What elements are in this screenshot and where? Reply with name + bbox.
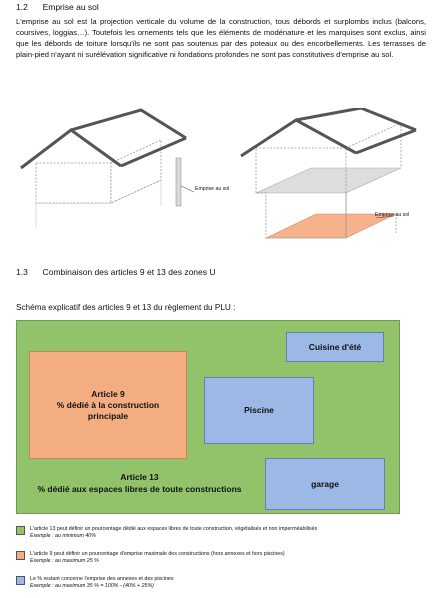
box-cuisine-ete xyxy=(286,332,384,362)
article13-line1: Article 13 xyxy=(120,472,159,482)
legend-text xyxy=(30,526,420,540)
legend-swatch-blue xyxy=(16,576,25,585)
section-number: 1.3 xyxy=(16,267,28,277)
cuisine-label: Cuisine d'été xyxy=(308,341,362,352)
article9-line1: Article 9 xyxy=(91,388,125,399)
plot-schema xyxy=(16,320,400,514)
house-diagrams-svg xyxy=(16,108,426,258)
box-article-9 xyxy=(29,351,187,459)
section-heading-1-2 xyxy=(16,2,99,12)
legend-text xyxy=(30,551,420,565)
article13-text xyxy=(17,471,262,495)
house-illustrations xyxy=(16,108,426,258)
legend-desc: L'article 9 peut définir un pourcentage d'emprise maximale des constructions (hors annexes et hors piscines) xyxy=(30,551,285,557)
legend-example: Exemple : au maximum 25 % xyxy=(30,558,99,564)
legend-desc: L'article 13 peut définir un pourcentage dédié aux espaces libres de toute construction, végétalisés et non imperméabilisés xyxy=(30,526,318,532)
schema-title: Schéma explicatif des articles 9 et 13 du règlement du PLU : xyxy=(16,303,236,312)
house-left xyxy=(21,110,194,228)
legend-swatch-green xyxy=(16,526,25,535)
house-right xyxy=(241,108,416,238)
legend-example: Exemple : au maximum 35 % = 100% - (40% + 25%) xyxy=(30,583,154,589)
definition-paragraph: L'emprise au sol est la projection verticale du volume de la construction, tous débords et surplombs inclus (balcons, coursives, loggias…). Toutefois les ornements tels que les éléments de modénature et les marquises sont exclus, ainsi que les débords de toiture lorsqu'ils ne sont pas soutenus par des poteaux ou des encorbellements. Les terrasses de plain-pied n'ayant ni surélévation significative ni fondations profondes ne sont pas constitutives d'emprise au sol. xyxy=(16,17,426,59)
section-number: 1.2 xyxy=(16,2,28,12)
emprise-label-right: Emprise au sol xyxy=(375,212,410,218)
section-title: Combinaison des articles 9 et 13 des zones U xyxy=(42,267,216,277)
emprise-label-left: Emprise au sol xyxy=(195,186,230,192)
article9-line3: principale xyxy=(87,410,129,421)
legend-example: Exemple : au minimum 40% xyxy=(30,533,96,539)
piscine-label: Piscine xyxy=(244,405,274,415)
box-garage xyxy=(265,458,385,510)
article9-line2: % dédié à la construction xyxy=(56,399,160,410)
legend-text xyxy=(30,576,420,590)
garage-label: garage xyxy=(311,478,339,489)
section-heading-1-3 xyxy=(16,267,216,277)
legend-swatch-orange xyxy=(16,551,25,560)
section-title: Emprise au sol xyxy=(42,2,99,12)
box-piscine xyxy=(204,377,314,444)
legend-desc: Le % restant concerne l'emprise des annexes et des piscines xyxy=(30,576,174,582)
article13-line2: % dédié aux espaces libres de toute constructions xyxy=(37,484,242,494)
